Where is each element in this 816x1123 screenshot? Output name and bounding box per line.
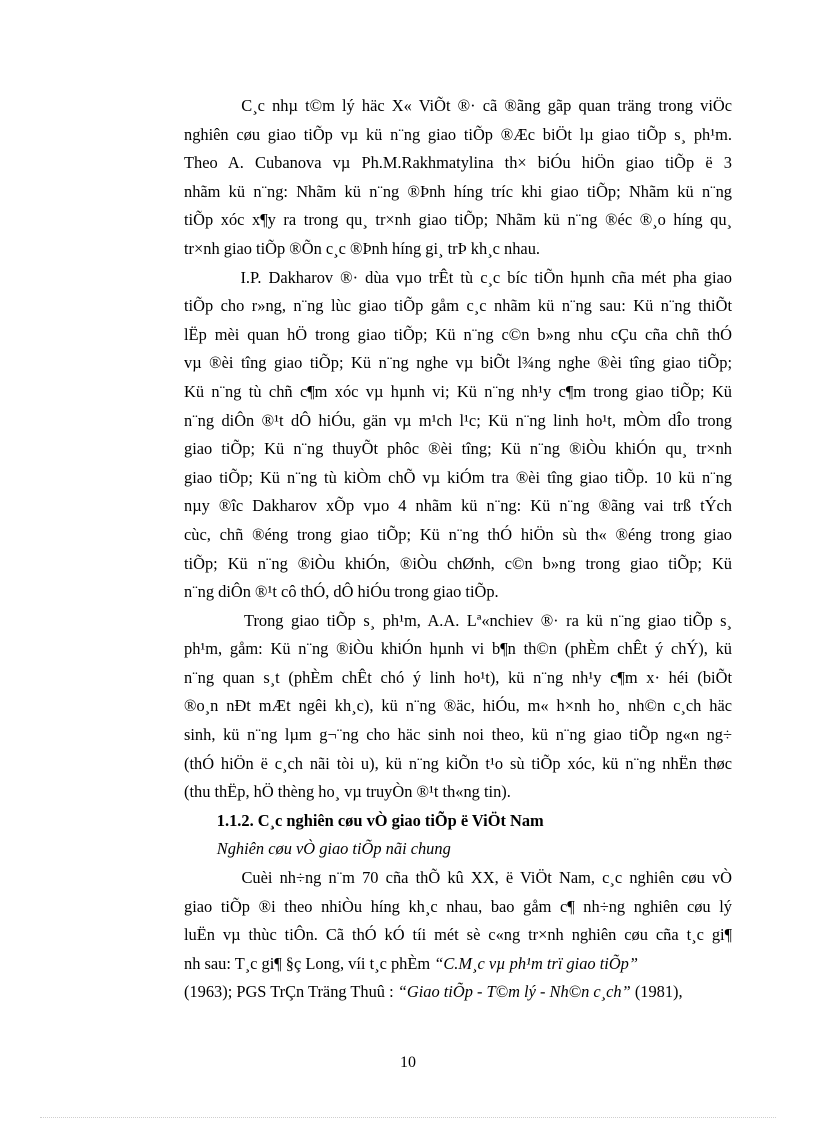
text-line: tiÕp xóc x¶y ra trong qu¸ tr×nh giao tiÕp; Nhãm kü n¨ng ®éc ®¸o híng qu¸ <box>184 210 732 230</box>
text-line: vµ ®èi tîng giao tiÕp; Kü n¨ng nghe vµ biÕt l¾ng nghe ®èi tîng giao tiÕp; <box>184 353 732 373</box>
text-line: Trong giao tiÕp s¸ ph¹m, A.A. Lª«nchiev ®· ra kü n¨ng giao tiÕp s¸ <box>184 610 733 630</box>
text-line-with-citation <box>184 950 732 979</box>
text-line: n¨ng quan s¸t (phÈm chÊt chó ý linh ho¹t), kü n¨ng nh¹y c¶m x· héi (biÕt <box>184 667 732 687</box>
page-bottom-divider <box>40 1117 776 1118</box>
text-line: giao tiÕp; Kü n¨ng tù kiÒm chÕ vµ kiÓm tra ®èi tîng giao tiÕp. 10 kü n¨ng <box>184 467 732 487</box>
text-line-with-citation <box>184 978 732 1007</box>
page-number: 10 <box>400 1054 416 1071</box>
text-line: luËn vµ thùc tiÔn. Cã thÓ kÓ tíi mét sè c«ng tr×nh nghiên cøu cña t¸c gi¶ <box>184 925 732 945</box>
text-line: C¸c nhµ t©m lý häc X« ViÕt ®· cã ®ãng gãp quan träng trong viÖc <box>184 96 732 115</box>
subsection-heading: Nghiên cøu vÒ giao tiÕp nãi chung <box>184 839 451 859</box>
citation-title: “Giao tiÕp - T©m lý - Nh©n c¸ch” <box>397 982 631 1002</box>
text-line: tiÕp; Kü n¨ng ®iÒu khiÓn, ®iÒu chØnh, c©n b»ng trong giao tiÕp; Kü <box>184 553 732 573</box>
text-fragment: (1981), <box>630 982 683 1002</box>
citation-title: “C.M¸c vµ ph¹m trï giao tiÕp” <box>434 953 638 973</box>
text-line: lËp mèi quan hÖ trong giao tiÕp; Kü n¨ng c©n b»ng nhu cÇu cña chñ thÓ <box>184 324 732 344</box>
text-line: cùc, chñ ®éng trong giao tiÕp; Kü n¨ng thÓ hiÖn sù th« ®éng trong giao <box>184 524 732 544</box>
text-fragment: nh sau: T¸c gi¶ §ç Long, víi t¸c phÈm <box>184 953 435 973</box>
text-line: giao tiÕp; Kü n¨ng thuyÕt phôc ®èi tîng; Kü n¨ng ®iÒu khiÓn qu¸ tr×nh <box>184 439 732 459</box>
text-line: giao tiÕp ®i theo nhiÒu híng kh¸c nhau, bao gåm c¶ nh÷ng nghiên cøu lý <box>184 896 732 916</box>
text-line: n¨ng diÔn ®¹t dÔ hiÓu, gän vµ m¹ch l¹c; Kü n¨ng linh ho¹t, mÒm dÎo trong <box>184 410 732 430</box>
text-line: nhãm kü n¨ng: Nhãm kü n¨ng ®Þnh híng tríc khi giao tiÕp; Nhãm kü n¨ng <box>184 181 732 201</box>
text-line: Theo A. Cubanova vµ Ph.M.Rakhmatylina th× biÓu hiÖn giao tiÕp ë 3 <box>184 153 732 173</box>
text-line: Kü n¨ng tù chñ c¶m xóc vµ hµnh vi; Kü n¨ng nh¹y c¶m trong giao tiÕp; Kü <box>184 381 732 401</box>
body-text <box>184 92 732 1007</box>
text-line: sinh, kü n¨ng lµm g¬¨ng cho häc sinh noi theo, kü n¨ng giao tiÕp ng«n ng÷ <box>184 725 732 745</box>
text-line: (thu thËp, hÖ thèng ho¸ vµ truyÒn ®¹t th«ng tin). <box>184 782 511 802</box>
text-line: Cuèi nh÷ng n¨m 70 cña thÕ kû XX, ë ViÖt Nam, c¸c nghiên cøu vÒ <box>184 868 733 888</box>
text-line: (thÓ hiÖn ë c¸ch nãi tòi u), kü n¨ng kiÕn t¹o sù tiÕp xóc, kü n¨ng nhËn thøc <box>184 753 732 773</box>
text-line: nghiên cøu giao tiÕp vµ kü n¨ng giao tiÕp ®Æc biÖt lµ giao tiÕp s¸ ph¹m. <box>184 124 732 144</box>
text-line: I.P. Dakharov ®· dùa vµo trÊt tù c¸c bíc tiÕn hµnh cña mét pha giao <box>184 267 733 287</box>
text-line: ®o¸n nÐt mÆt ngêi kh¸c), kü n¨ng ®äc, hiÓu, m« h×nh ho¸ nh©n c¸ch häc <box>184 696 732 716</box>
text-line: ph¹m, gåm: Kü n¨ng ®iÒu khiÓn hµnh vi b¶n th©n (phÈm chÊt ý chÝ), kü <box>184 639 732 659</box>
text-line: tr×nh giao tiÕp ®Õn c¸c ®Þnh híng gi¸ trÞ kh¸c nhau. <box>184 238 540 258</box>
text-line: n¨ng diÔn ®¹t cô thÓ, dÔ hiÓu trong giao tiÕp. <box>184 582 499 602</box>
text-fragment: (1963); PGS TrÇn Träng Thuû : <box>184 982 398 1002</box>
text-line: nµy ®îc Dakharov xÕp vµo 4 nhãm kü n¨ng: Kü n¨ng ®ãng vai trß tÝch <box>184 496 732 516</box>
text-line: tiÕp cho r»ng, n¨ng lùc giao tiÕp gåm c¸c nhãm kü n¨ng sau: Kü n¨ng thiÕt <box>184 296 732 316</box>
section-heading: 1.1.2. C¸c nghiên cøu vÒ giao tiÕp ë ViÖt Nam <box>184 810 544 830</box>
